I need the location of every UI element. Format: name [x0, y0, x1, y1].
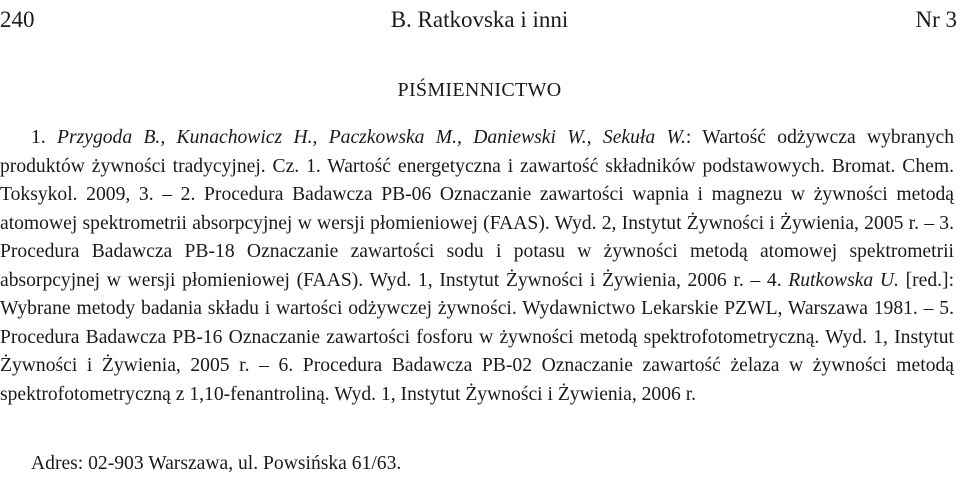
reference-number: 5.: [939, 298, 954, 319]
reference-number: 3.: [939, 212, 954, 234]
reference-authors: Rutkowska U.: [788, 269, 899, 291]
reference-text: : Wartość odżywcza wybranych produktów żywności tradycyjnej. Cz. 1. Wartość energetyczna i zawartość składników podstawowych. Bromat. Chem. Toksykol. 2009, 3.: [0, 127, 955, 205]
reference-separator: –: [923, 298, 934, 319]
section-title: PIŚMIENNICTWO: [397, 79, 562, 101]
reference-separator: –: [924, 212, 935, 234]
reference-separator: –: [259, 355, 269, 376]
running-title: B. Ratkovska i inni: [390, 7, 569, 32]
author-address: Adres: 02-903 Warszawa, ul. Powsińska 61/63.: [31, 453, 402, 474]
reference-number: 1.: [31, 127, 46, 148]
reference-number: 6.: [278, 355, 294, 376]
reference-list: [0, 124, 954, 409]
reference-separator: –: [750, 269, 761, 291]
issue-number: Nr 3: [915, 7, 957, 32]
reference-text: Procedura Badawcza PB-16 Oznaczanie zawartości fosforu w żywności metodą spektrofotometryczną. Wyd. 1, Instytut Żywności i Żywienia, 2005 r.: [0, 326, 954, 376]
reference-text: Procedura Badawcza PB-18 Oznaczanie zawartości sodu i potasu w żywności metodą atomowej spektrometrii absorpcyjnej w wersji płomieniowej (FAAS). Wyd. 1, Instytut Żywności i Żywienia, 2006 r.: [0, 241, 954, 291]
reference-separator: –: [162, 184, 173, 205]
page-number: 240: [0, 7, 35, 32]
reference-text: [red.]: Wybrane metody badania składu i wartości odżywczej żywności. Wydawnictwo Lekarskie PZWL, Warszawa 1981.: [0, 269, 955, 319]
reference-text: Procedura Badawcza PB-02 Oznaczanie zawartość żelaza w żywności metodą spektrofotometryczną z 1,10-fenantroliną. Wyd. 1, Instytut Żywności i Żywienia, 2006 r.: [0, 355, 954, 405]
reference-number: 4.: [766, 269, 782, 291]
reference-number: 2.: [180, 184, 196, 205]
reference-authors: Przygoda B., Kunachowicz H., Paczkowska M., Daniewski W., Sekuła W.: [57, 127, 686, 148]
reference-text: Procedura Badawcza PB-06 Oznaczanie zawartości wapnia i magnezu w żywności metodą atomowej spektrometrii absorpcyjnej w wersji płomieniowej (FAAS). Wyd. 2, Instytut Żywności i Żywienia, 2005 r.: [0, 184, 955, 234]
page-header: [0, 2, 959, 38]
